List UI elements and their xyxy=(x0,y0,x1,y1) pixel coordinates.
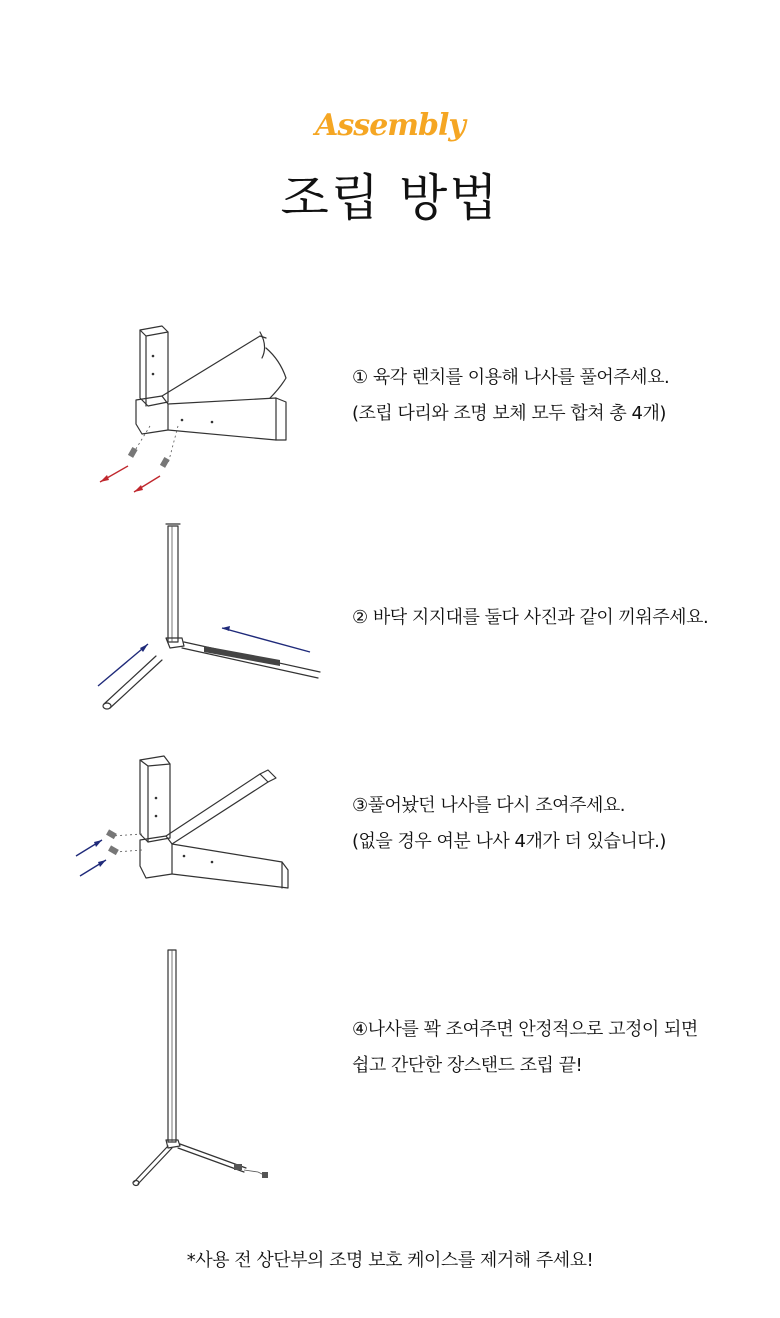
step-1-line-1: ① 육각 렌치를 이용해 나사를 풀어주세요. xyxy=(352,367,670,388)
step-2-text xyxy=(352,600,708,636)
step-2-illustration xyxy=(90,520,330,720)
step-4-text xyxy=(352,1012,698,1084)
step-1-text xyxy=(352,360,669,432)
step-4-line-2: 쉽고 간단한 장스탠드 조립 끝! xyxy=(352,1055,583,1076)
step-4-illustration xyxy=(126,944,286,1194)
step-3-line-2: (없을 경우 여분 나사 4개가 더 있습니다.) xyxy=(352,831,666,852)
step-3-line-1: ③풀어놨던 나사를 다시 조여주세요. xyxy=(352,795,625,816)
step-2-line-1: ② 바닥 지지대를 둘다 사진과 같이 끼워주세요. xyxy=(352,607,709,628)
step-1-illustration xyxy=(90,318,300,498)
step-1-line-2: (조립 다리와 조명 보체 모두 합쳐 총 4개) xyxy=(352,403,666,424)
step-3-text xyxy=(352,788,666,860)
step-4-line-1: ④나사를 꽉 조여주면 안정적으로 고정이 되면 xyxy=(352,1019,698,1040)
step-3-illustration xyxy=(72,752,302,902)
page-title: 조립 방법 xyxy=(280,169,500,227)
script-title: Assembly xyxy=(315,108,465,143)
footer-note: *사용 전 상단부의 조명 보호 케이스를 제거해 주세요! xyxy=(186,1250,594,1271)
